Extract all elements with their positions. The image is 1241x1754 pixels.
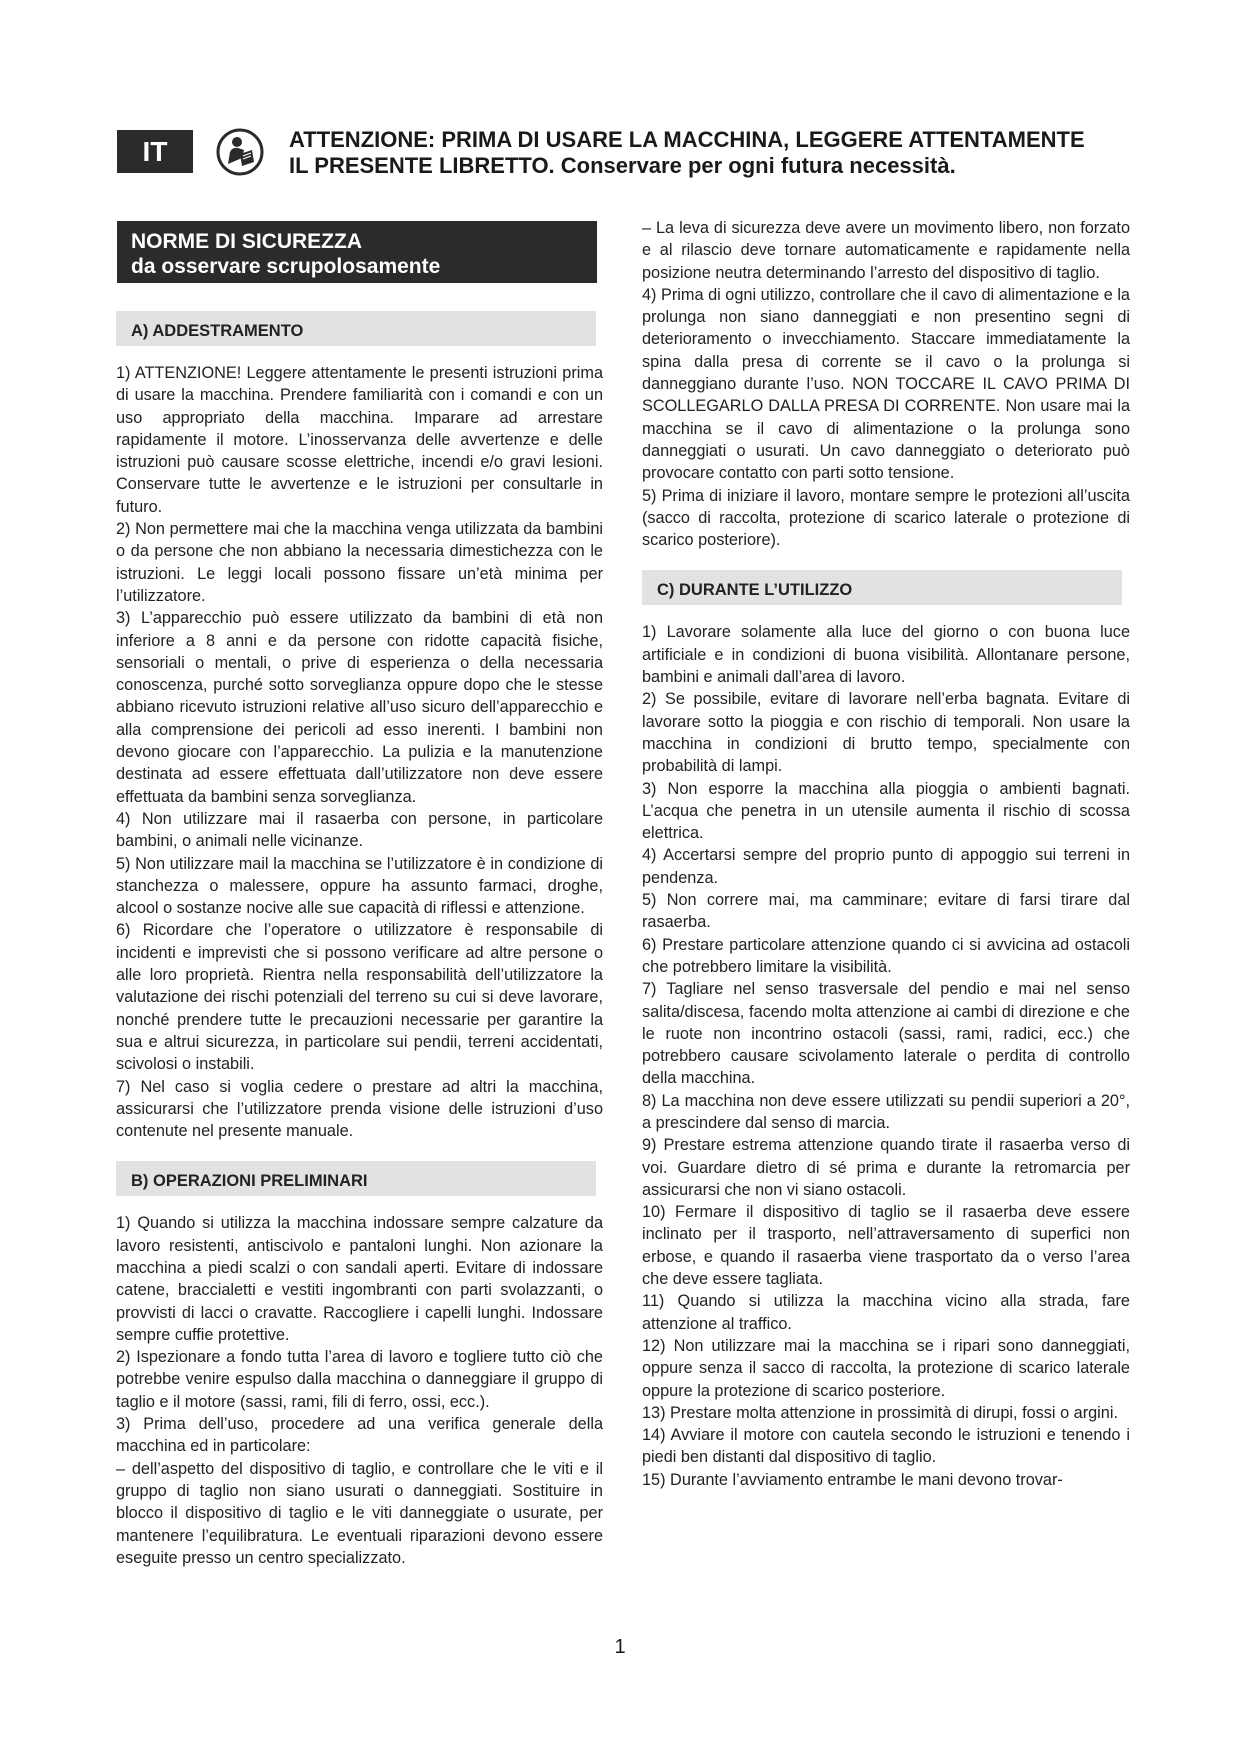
- section-a-item: 4) Non utilizzare mai il rasaerba con persone, in particolare bambini, o animali nelle vicinanze.: [116, 809, 603, 851]
- section-c-item: 8) La macchina non deve essere utilizzati su pendii superiori a 20°, a prescindere dal senso di marcia.: [642, 1091, 1130, 1132]
- section-a-item: 6) Ricordare che l’operatore o utilizzatore è responsabile di incidenti e imprevisti che si possono verificare ad altre persone o alle loro proprietà. Rientra nella responsabilità dell’utilizzatore la valutazione dei rischi potenziali del terreno su cui si deve lavorare, nonché prendere tutte le precauzioni necessarie per garantire la sua e altrui sicurezza, in particolare sui pendii, terreni accidentati, scivolosi o instabili.: [116, 921, 603, 1074]
- section-a-item: 7) Nel caso si voglia cedere o prestare ad altri la macchina, assicurarsi che l’utilizzatore prenda visione delle istruzioni d’uso contenute nel presente manuale.: [116, 1077, 603, 1141]
- section-c-item: 11) Quando si utilizza la macchina vicino alla strada, fare attenzione al traffico.: [642, 1292, 1130, 1333]
- section-c-item: 3) Non esporre la macchina alla pioggia o ambienti bagnati. L’acqua che penetra in un utensile aumenta il rischio di scossa elettrica.: [642, 779, 1130, 843]
- section-c-item: 15) Durante l’avviamento entrambe le mani devono trovar-: [642, 1470, 1063, 1489]
- safety-rules-title: NORME DI SICUREZZA: [131, 230, 362, 253]
- section-b-item: 2) Ispezionare a fondo tutta l’area di lavoro e togliere tutto ciò che potrebbe venire espulso dalla macchina o danneggiare il gruppo di taglio e il motore (sassi, rami, fili di ferro, ossi, ecc.).: [116, 1348, 603, 1411]
- section-c-item: 7) Tagliare nel senso trasversale del pendio e mai nel senso salita/discesa, facendo molta attenzione ai cambi di direzione e che le ruote non incontrino ostacoli (sassi, rami, radici, ecc.) che potrebbero causare scivolamento laterale o perdita di controllo della macchina.: [642, 980, 1130, 1088]
- section-b-item: 3) Prima dell’uso, procedere ad una verifica generale della macchina ed in particolare:: [116, 1415, 603, 1456]
- left-column: [116, 311, 603, 1569]
- section-c-item: 14) Avviare il motore con cautela secondo le istruzioni e tenendo i piedi ben distanti dal dispositivo di taglio.: [642, 1426, 1130, 1467]
- safety-rules-subtitle: da osservare scrupolosamente: [131, 255, 441, 278]
- section-a-item: 5) Non utilizzare mail la macchina se l’utilizzatore è in condizione di stanchezza o malessere, oppure ha assunto farmaci, droghe, alcool o sostanze nocive alle sue capacità di riflessi e attenzione.: [116, 854, 603, 918]
- read-manual-icon: [216, 128, 264, 176]
- section-a-item: 1) ATTENZIONE! Leggere attentamente le presenti istruzioni prima di usare la macchina. Prendere familiarità con i comandi e con un uso appropriato della macchina. Imparare ad arrestare rapidamente il motore. L’inosservanza delle avvertenze e delle istruzioni può causare scosse elettriche, incendi e/o gravi lesioni. Conservare tutte le avvertenze e le istruzioni per consultarle in futuro.: [116, 364, 603, 516]
- page-number: 1: [614, 1636, 626, 1658]
- section-b-item: 1) Quando si utilizza la macchina indossare sempre calzature da lavoro resistenti, antiscivolo e pantaloni lunghi. Non azionare la macchina a piedi scalzi o con sandali aperti. Evitare di indossare catene, braccialetti e vestiti ingombranti con parti svolazzanti, o provvisti di lacci o cravatte. Raccogliere i capelli lunghi. Indossare sempre cuffie protettive.: [116, 1214, 603, 1344]
- section-c-item: 4) Accertarsi sempre del proprio punto di appoggio sui terreni in pendenza.: [642, 846, 1130, 887]
- section-b-title: B) OPERAZIONI PRELIMINARI: [116, 1161, 596, 1196]
- language-badge: IT: [117, 130, 193, 173]
- section-c-item: 2) Se possibile, evitare di lavorare nell’erba bagnata. Evitare di lavorare sotto la pioggia e con rischio di temporali. Non usare la macchina in condizioni di brutto tempo, specialmente con probabilità di lampi.: [642, 690, 1130, 776]
- warning-heading: [289, 127, 1149, 179]
- section-c-item: 10) Fermare il dispositivo di taglio se il rasaerba deve essere inclinato per il trasporto, nell’attraversamento di superfici non erbose, e quando il rasaerba viene trasportato da o verso l’area che deve essere tagliata.: [642, 1203, 1130, 1289]
- right-column: [642, 217, 1130, 1491]
- section-b-item: – La leva di sicurezza deve avere un movimento libero, non forzato e al rilascio deve tornare automaticamente e rapidamente nella posizione neutra determinando l’arresto del dispositivo di taglio.: [642, 219, 1130, 282]
- warning-line-1: ATTENZIONE: PRIMA DI USARE LA MACCHINA, LEGGERE ATTENTAMENTE: [289, 127, 1085, 152]
- section-a-item: 2) Non permettere mai che la macchina venga utilizzata da bambini o da persone che non abbiano la necessaria dimestichezza con le istruzioni. Le leggi locali possono fissare un’età minima per l’utilizzatore.: [116, 520, 603, 605]
- section-c-item: 6) Prestare particolare attenzione quando ci si avvicina ad ostacoli che potrebbero limitare la visibilità.: [642, 935, 1130, 976]
- warning-line-2: IL PRESENTE LIBRETTO. Conservare per ogni futura necessità.: [289, 153, 956, 178]
- section-b-item: – dell’aspetto del dispositivo di taglio, e controllare che le viti e il gruppo di taglio non siano usurati o danneggiati. Sostituire in blocco il dispositivo di taglio e le viti danneggiate o usurate, per mantenere l’equilibratura. Le eventuali riparazioni devono essere eseguite presso un centro specializzato.: [116, 1459, 603, 1567]
- section-b-item: 4) Prima di ogni utilizzo, controllare che il cavo di alimentazione e la prolunga non siano danneggiati e non presentino segni di deterioramento o invecchiamento. Staccare immediatamente la spina dalla presa di corrente se il cavo o la prolunga si danneggiano durante l’uso. NON TOCCARE IL CAVO PRIMA DI SCOLLEGARLO DALLA PRESA DI CORRENTE. Non usare mai la macchina se il cavo di alimentazione o la prolunga sono danneggiati o usurati. Un cavo danneggiato o deteriorato può provocare contatto con parti sotto tensione.: [642, 285, 1130, 483]
- section-c-item: 1) Lavorare solamente alla luce del giorno o con buona luce artificiale e in condizioni di buona visibilità. Allontanare persone, bambini e animali dall’area di lavoro.: [642, 623, 1130, 687]
- section-a-title: A) ADDESTRAMENTO: [116, 311, 596, 346]
- section-c-title: C) DURANTE L’UTILIZZO: [642, 570, 1122, 605]
- section-a-item: 3) L’apparecchio può essere utilizzato da bambini di età non inferiore a 8 anni e da persone con ridotte capacità fisiche, sensoriali o mentali, o prive di esperienza o della necessaria conoscenza, purché sotto sorveglianza oppure dopo che le stesse abbiano ricevuto istruzioni relative all’uso sicuro dell’apparecchio e alla comprensione dei pericoli ad esso inerenti. I bambini non devono giocare con l’apparecchio. La pulizia e la manutenzione destinata ad essere effettuata dall’utilizzatore non deve essere effettuata da bambini senza sorveglianza.: [116, 609, 603, 806]
- section-c-item: 5) Non correre mai, ma camminare; evitare di farsi tirare dal rasaerba.: [642, 891, 1130, 932]
- section-c-item: 9) Prestare estrema attenzione quando tirate il rasaerba verso di voi. Guardare dietro di sé prima e durante la retromarcia per assicurarsi che non vi siano ostacoli.: [642, 1136, 1130, 1199]
- safety-rules-header: [117, 221, 597, 283]
- section-c-item: 12) Non utilizzare mai la macchina se i ripari sono danneggiati, oppure senza il sacco di raccolta, la protezione di scarico laterale oppure la protezione di scarico posteriore.: [642, 1336, 1130, 1400]
- section-b-item: 5) Prima di iniziare il lavoro, montare sempre le protezioni all’uscita (sacco di raccolta, protezione di scarico laterale o protezione di scarico posteriore).: [642, 486, 1130, 550]
- section-c-item: 13) Prestare molta attenzione in prossimità di dirupi, fossi o argini.: [642, 1403, 1118, 1422]
